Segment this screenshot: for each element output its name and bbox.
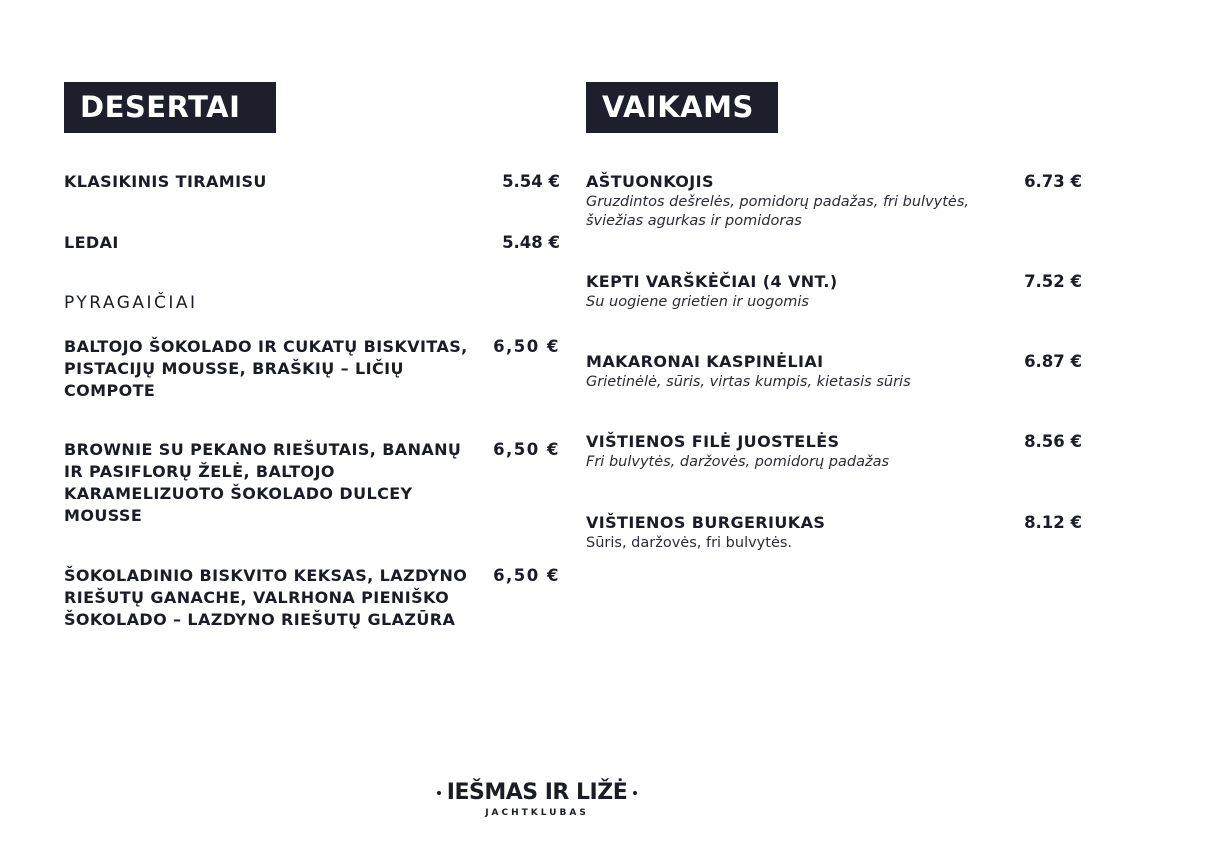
- logo-subtitle: JACHTKLUBAS: [485, 808, 589, 818]
- item-price: 8.12 €: [1024, 513, 1082, 532]
- item-description: Fri bulvytės, daržovės, pomidorų padažas: [586, 454, 890, 470]
- logo-wordmark: [432, 780, 642, 806]
- menu-item-cake-1: [64, 336, 560, 402]
- item-description: Su uogiene grietien ir uogomis: [586, 294, 809, 310]
- logo-main-text: IEŠMAS IR LIŽĖ: [446, 780, 628, 805]
- item-name: KEPTI VARŠKĖČIAI (4 VNT.): [586, 272, 838, 291]
- item-price: 6,50 €: [493, 566, 560, 585]
- logo-dot-left: [437, 791, 441, 795]
- item-price: 6,50 €: [493, 440, 560, 459]
- item-name: BROWNIE SU PEKANO RIEŠUTAIS, BANANŲ IR PASIFLORŲ ŽELĖ, BALTOJO KARAMELIZUOTO ŠOKOLADO DULCEY MOUSSE: [64, 440, 462, 525]
- pyragaiciai-subheading: PYRAGAIČIAI: [64, 293, 198, 313]
- menu-item-burgeriukas: [586, 512, 1082, 553]
- item-price: 5.54 €: [502, 172, 560, 191]
- item-description: Grietinėlė, sūris, virtas kumpis, kietasis sūris: [586, 374, 911, 390]
- menu-item-makaronai: [586, 351, 1082, 392]
- item-name: VIŠTIENOS BURGERIUKAS: [586, 513, 826, 532]
- item-price: 6,50 €: [493, 337, 560, 356]
- item-name: AŠTUONKOJIS: [586, 172, 714, 191]
- item-price: 6.87 €: [1024, 352, 1082, 371]
- menu-item-cake-2: [64, 439, 560, 527]
- menu-item-astuonkojis: [586, 171, 1082, 231]
- item-price: 7.52 €: [1024, 272, 1082, 291]
- menu-item-file-juosteles: [586, 431, 1082, 472]
- vaikams-heading: VAIKAMS: [586, 82, 778, 133]
- item-price: 5.48 €: [502, 233, 560, 252]
- menu-item-ledai: [64, 232, 560, 254]
- item-name: MAKARONAI KASPINĖLIAI: [586, 352, 824, 371]
- menu-item-cake-3: [64, 565, 560, 631]
- item-price: 6.73 €: [1024, 172, 1082, 191]
- menu-item-tiramisu: [64, 171, 560, 193]
- desertai-heading: DESERTAI: [64, 82, 276, 133]
- item-price: 8.56 €: [1024, 432, 1082, 451]
- menu-item-varskeciai: [586, 271, 1082, 312]
- item-name: BALTOJO ŠOKOLADO IR CUKATŲ BISKVITAS, PISTACIJŲ MOUSSE, BRAŠKIŲ – LIČIŲ COMPOTE: [64, 337, 468, 400]
- restaurant-logo: [432, 780, 642, 822]
- item-description: Sūris, daržovės, fri bulvytės.: [586, 535, 793, 551]
- item-name: KLASIKINIS TIRAMISU: [64, 172, 267, 191]
- logo-dot-right: [633, 791, 637, 795]
- item-description: Gruzdintos dešrelės, pomidorų padažas, fri bulvytės, šviežias agurkas ir pomidoras: [586, 194, 969, 229]
- item-name: VIŠTIENOS FILĖ JUOSTELĖS: [586, 432, 840, 451]
- item-name: LEDAI: [64, 233, 119, 252]
- item-name: ŠOKOLADINIO BISKVITO KEKSAS, LAZDYNO RIEŠUTŲ GANACHE, VALRHONA PIENIŠKO ŠOKOLADO – LAZDYNO RIEŠUTŲ GLAZŪRA: [64, 566, 468, 629]
